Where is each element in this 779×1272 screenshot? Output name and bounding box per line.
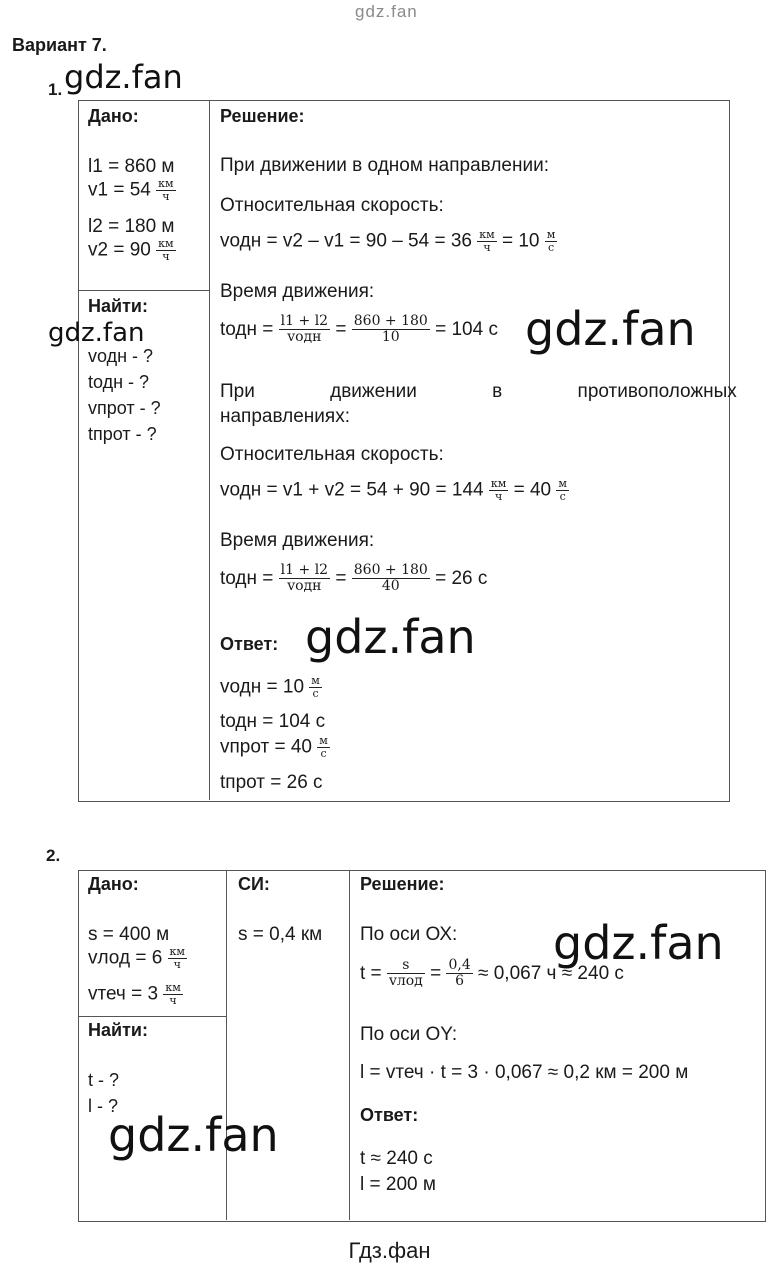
task1-given-v2: v2 = 90 $\frac{км}{ч}$ — [88, 237, 174, 264]
task1-find-item: tодн - ? — [88, 372, 150, 392]
task1-same-direction: При движении в одном направлении: — [220, 155, 549, 176]
task1-solution-header: Решение: — [220, 106, 305, 126]
task1-given-header: Дано: — [88, 106, 139, 126]
watermark-task2-solution: gdz.fan — [553, 916, 724, 970]
task2-given-s: s = 400 м — [88, 924, 170, 945]
watermark-task2-find: gdz.fan — [108, 1108, 279, 1162]
task2-given-header: Дано: — [88, 874, 139, 894]
task1-speed-opp-formula: vодн = v1 + v2 = 54 + 90 = 144 $\frac{км}{ч}$ = 40 $\frac{м}{с}$ — [220, 477, 567, 504]
task1-given-l1: l1 = 860 м — [88, 156, 175, 177]
task2-answer-t: t ≈ 240 с — [360, 1148, 433, 1169]
unit-ms-fraction: $\frac{м}{с}$ — [311, 674, 320, 701]
task2-number: 2. — [46, 846, 61, 865]
task1-time-same-formula: tодн = $\frac{l1 + l2}{\text{vодн}}$ = $\frac{860 + 180}{10}$ = 104 с — [220, 313, 498, 346]
unit-ms-fraction: $\frac{м}{с}$ — [319, 734, 328, 761]
task2-distance-formula: l = vтеч · t = 3 · 0,067 ≈ 0,2 км = 200 м — [360, 1062, 689, 1083]
task1-find-item: vодн - ? — [88, 346, 154, 366]
task2-si-header: СИ: — [238, 874, 270, 894]
task1-relative-speed-label: Относительная скорость: — [220, 195, 444, 216]
task1-column-divider — [209, 100, 210, 800]
fraction: $\frac{l1 + l2}{\text{vодн}}$ — [280, 562, 329, 595]
task1-speed-same-formula: vодн = v2 – v1 = 90 – 54 = 36 $\frac{км}{ч}$ = 10 $\frac{м}{с}$ — [220, 228, 556, 255]
task2-find-item: l - ? — [88, 1096, 119, 1116]
task1-find-item: vпрот - ? — [88, 398, 161, 418]
footer-caption: Гдз.фан — [348, 1238, 431, 1263]
task1-answer-t-same: tодн = 104 с — [220, 711, 326, 732]
fraction: $\frac{l1 + l2}{\text{vодн}}$ — [280, 313, 329, 346]
watermark-task1-answer: gdz.fan — [305, 610, 476, 664]
task1-time-label: Время движения: — [220, 281, 375, 302]
watermark-task1-top: gdz.fan — [64, 58, 183, 96]
fraction: $\frac{860 + 180}{10}$ — [353, 313, 428, 346]
task2-given-find-divider — [78, 1016, 226, 1017]
task1-number: 1. — [48, 80, 63, 99]
task2-axis-y: По оси OY: — [360, 1024, 458, 1045]
task1-opposite-direction-tail: направлениях: — [220, 406, 350, 427]
task2-solution-header: Решение: — [360, 874, 445, 894]
unit-kmh-fraction: $\frac{км}{ч}$ — [490, 477, 507, 504]
task2-find-header: Найти: — [88, 1020, 148, 1040]
fraction: $\frac{0,4}{6}$ — [448, 957, 471, 990]
task1-relative-speed-label-2: Относительная скорость: — [220, 444, 444, 465]
task2-axis-x: По оси ОХ: — [360, 924, 458, 945]
unit-kmh-fraction: $\frac{км}{ч}$ — [169, 945, 185, 972]
task2-si-value: s = 0,4 км — [238, 924, 323, 945]
task1-find-item: tпрот - ? — [88, 424, 157, 444]
task1-time-opp-formula: tодн = $\frac{l1 + l2}{\text{vодн}}$ = $\frac{860 + 180}{40}$ = 26 с — [220, 562, 488, 595]
task2-find-item: t - ? — [88, 1070, 120, 1090]
task2-column-divider-1 — [226, 870, 227, 1220]
task1-given-l2: l2 = 180 м — [88, 216, 175, 237]
top-watermark: gdz.fan — [355, 2, 418, 21]
task2-given-vtech: vтеч = 3 $\frac{км}{ч}$ — [88, 981, 181, 1008]
variant-title: Вариант 7. — [12, 35, 107, 55]
unit-kmh-fraction: $\frac{км}{ч}$ — [158, 177, 174, 204]
task1-time-label-2: Время движения: — [220, 530, 375, 551]
unit-kmh-fraction: $\frac{км}{ч}$ — [158, 237, 174, 264]
task2-answer-l: l = 200 м — [360, 1174, 436, 1195]
unit-ms-fraction: $\frac{м}{с}$ — [558, 477, 567, 504]
task2-column-divider-2 — [349, 870, 350, 1220]
task1-given-v1: v1 = 54 $\frac{км}{ч}$ — [88, 177, 174, 204]
task2-answer-header: Ответ: — [360, 1105, 419, 1125]
fraction: $\frac{s}{\text{vлод}}$ — [388, 957, 423, 990]
task2-time-formula: t = $\frac{s}{\text{vлод}}$ = $\frac{0,4}{6}$ ≈ 0,067 ч ≈ 240 с — [360, 957, 624, 990]
unit-kmh-fraction: $\frac{км}{ч}$ — [479, 228, 495, 255]
fraction: $\frac{860 + 180}{40}$ — [353, 562, 428, 595]
unit-ms-fraction: $\frac{м}{с}$ — [546, 228, 556, 255]
task1-answer-v-opp: vпрот = 40 $\frac{м}{с}$ — [220, 734, 328, 761]
watermark-task1-find: gdz.fan — [48, 318, 145, 348]
task1-find-header: Найти: — [88, 296, 148, 316]
task1-answer-v-same: vодн = 10 $\frac{м}{с}$ — [220, 674, 320, 701]
watermark-task1-solution: gdz.fan — [525, 302, 696, 356]
task1-given-find-divider — [78, 290, 209, 291]
task2-given-vlod: vлод = 6 $\frac{км}{ч}$ — [88, 945, 185, 972]
task1-answer-t-opp: tпрот = 26 с — [220, 772, 323, 793]
task1-answer-header: Ответ: — [220, 634, 279, 654]
task1-opposite-direction-line: При движении в противоположных — [220, 381, 737, 402]
unit-kmh-fraction: $\frac{км}{ч}$ — [165, 981, 181, 1008]
